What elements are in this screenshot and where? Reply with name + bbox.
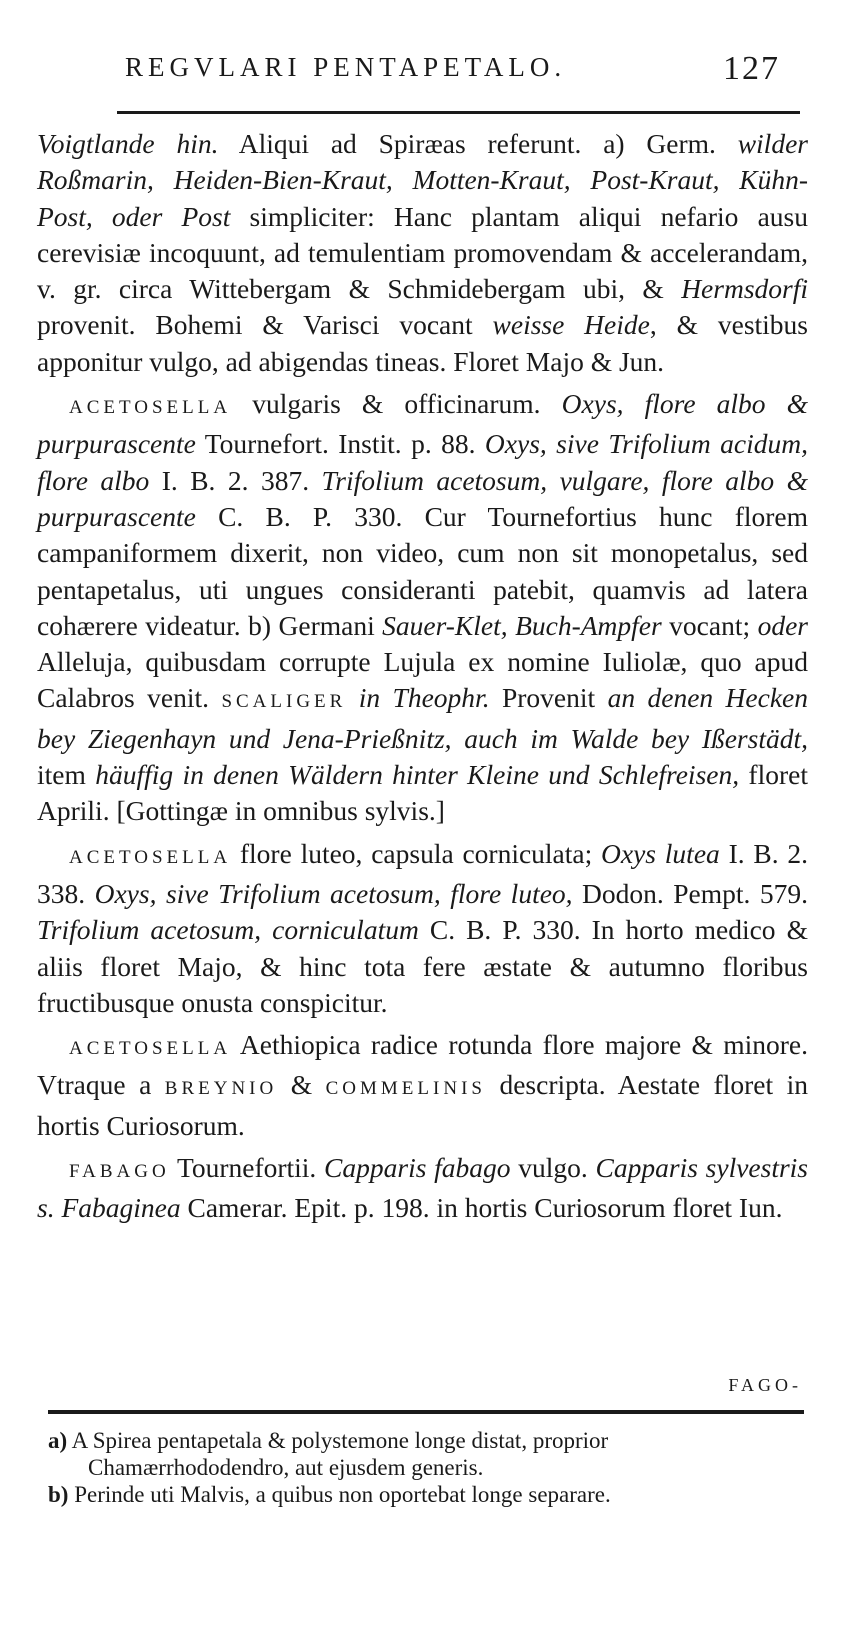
text-run: & bbox=[277, 1069, 326, 1101]
text-run: simpliciter: Hanc plantam aliqui nefario ausu cerevisiæ incoquunt, ad temulentiam promovendam & accelerandam, v. gr. circa Wittebergam & Schmidebergam ubi, & bbox=[37, 200, 808, 305]
footnote-rule bbox=[48, 1410, 804, 1414]
text-run: Tournefort. Instit. p. 88. bbox=[195, 428, 485, 460]
footnote-b bbox=[48, 1481, 810, 1508]
text-run: Camerar. Epit. p. 198. in hortis Curiosorum floret Iun. bbox=[180, 1192, 783, 1224]
paragraph-acetosella-vulgaris bbox=[37, 386, 808, 830]
italic-run: Sauer-Klet, Buch-Ampfer bbox=[382, 609, 662, 641]
text-run: vulgaris & officinarum. bbox=[231, 388, 562, 420]
text-run: vocant; bbox=[661, 609, 758, 641]
text-run: floret Aprili. [Gottingæ in omnibus sylvis.] bbox=[37, 759, 808, 827]
text-run: Tournefortii. bbox=[169, 1152, 325, 1184]
italic-run: Oxys lutea bbox=[601, 837, 720, 869]
smallcaps-run: ACETOSELLA bbox=[69, 1038, 232, 1060]
footnote-continuation: Chamærrhododendro, aut ejusdem generis. bbox=[88, 1455, 484, 1480]
footnotes bbox=[48, 1427, 810, 1508]
italic-run: Capparis fabago bbox=[324, 1152, 511, 1184]
paragraph-fabago bbox=[37, 1150, 808, 1227]
smallcaps-run: ACETOSELLA bbox=[69, 397, 232, 419]
footnote-mark: a) bbox=[48, 1428, 68, 1453]
smallcaps-run: BREYNIO bbox=[164, 1078, 278, 1100]
smallcaps-run: FABAGO bbox=[69, 1161, 170, 1183]
italic-run: häuffig in denen Wäldern hinter Kleine und Schlefreisen, bbox=[95, 759, 740, 791]
italic-run: oder bbox=[757, 609, 808, 641]
paragraph-voigtlande bbox=[37, 126, 808, 380]
italic-run: weisse Heide bbox=[492, 309, 650, 341]
smallcaps-run: SCALIGER bbox=[221, 691, 347, 713]
body-text bbox=[37, 126, 808, 1227]
text-run: I. B. 2. 338. bbox=[37, 837, 808, 909]
italic-run: in Theophr. bbox=[358, 682, 490, 714]
italic-run: an denen Hecken bey Ziegenhayn und Jena-Prießnitz, auch im Walde bey Ißerstädt, bbox=[37, 682, 808, 754]
italic-run: Hermsdorfi bbox=[681, 273, 808, 305]
text-run: provenit. Bohemi & Varisci vocant bbox=[37, 309, 493, 341]
catchword: FAGO- bbox=[728, 1375, 802, 1395]
footnote-text: Perinde uti Malvis, a quibus non oportebat longe separare. bbox=[74, 1482, 611, 1507]
smallcaps-run: COMMELINIS bbox=[325, 1078, 486, 1100]
footnote-mark: b) bbox=[48, 1482, 69, 1507]
header-rule bbox=[117, 111, 800, 114]
italic-run: Oxys, sive Trifolium acidum, flore albo bbox=[37, 428, 808, 496]
text-run: I. B. 2. 387. bbox=[149, 464, 322, 496]
italic-run: Voigtlande hin. bbox=[37, 128, 219, 159]
text-run: Alleluja, quibusdam corrupte Lujula ex nomine Iuliolæ, quo apud Calabros venit. bbox=[37, 646, 808, 714]
italic-run: Capparis sylvestris s. Fabaginea bbox=[37, 1152, 809, 1224]
text-run: descripta. Aestate floret in hortis Curiosorum. bbox=[37, 1069, 808, 1141]
text-run: item bbox=[37, 759, 96, 791]
italic-run: wilder Roßmarin, Heiden-Bien-Kraut, Motten-Kraut, Post-Kraut, Kühn-Post, oder Post bbox=[37, 128, 808, 232]
text-run: Aethiopica radice rotunda flore majore & minore. Vtraque a bbox=[37, 1029, 808, 1101]
italic-run: Trifolium acetosum, corniculatum bbox=[37, 914, 419, 946]
text-run: flore luteo, capsula corniculata; bbox=[231, 837, 602, 869]
text-run: , & vestibus apponitur vulgo, ad abigendas tineas. Floret Majo & Jun. bbox=[37, 309, 809, 377]
text-run bbox=[346, 682, 358, 713]
text-run: vulgo. bbox=[510, 1152, 596, 1184]
running-title: REGVLARI PENTAPETALO. bbox=[125, 52, 567, 82]
text-run: Provenit bbox=[489, 682, 608, 714]
text-run: C. B. P. 330. In horto medico & aliis floret Majo, & hinc tota fere æstate & autumno floribus fructibusque onusta conspicitur. bbox=[37, 914, 808, 1018]
text-run: C. B. P. 330. Cur Tournefortius hunc florem campaniformem dixerit, non video, cum non sit monopetalus, sed pentapetalus, uti ungues consideranti patebit, quamvis ad latera cohærere videatur. b) Germani bbox=[37, 500, 808, 641]
paragraph-acetosella-luteo bbox=[37, 836, 808, 1021]
text-run: Dodon. Pempt. 579. bbox=[572, 877, 809, 909]
footnote-text: A Spirea pentapetala & polystemone longe distat, proprior bbox=[71, 1428, 609, 1453]
page-header bbox=[120, 52, 800, 96]
smallcaps-run: ACETOSELLA bbox=[69, 846, 232, 868]
text-run: Aliqui ad Spiræas referunt. a) Germ. bbox=[218, 128, 738, 159]
italic-run: Oxys, flore albo & purpurascente bbox=[37, 388, 809, 460]
italic-run: Oxys, sive Trifolium acetosum, flore luteo, bbox=[94, 877, 573, 909]
paragraph-acetosella-aethiopica bbox=[37, 1027, 808, 1144]
italic-run: Trifolium acetosum, vulgare, flore albo & purpurascente bbox=[37, 464, 808, 532]
page-number: 127 bbox=[723, 50, 780, 87]
footnote-a bbox=[48, 1427, 810, 1481]
